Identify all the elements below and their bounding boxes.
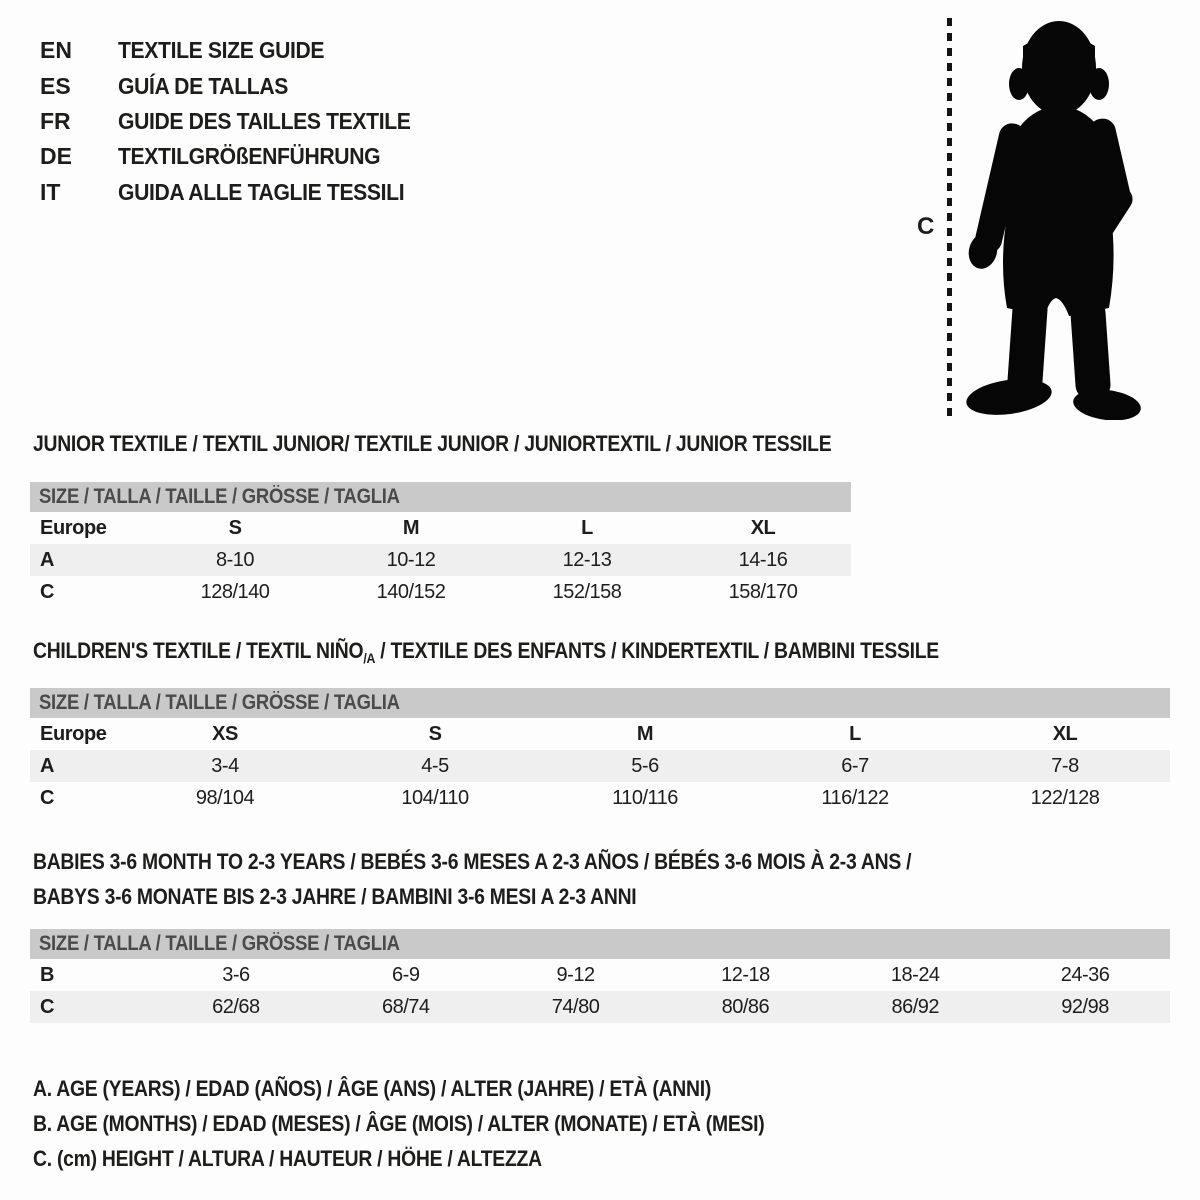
- language-row-it: [40, 175, 436, 210]
- measure-legend: [33, 1071, 864, 1177]
- table-row: Europe S M L XL: [40, 516, 776, 539]
- language-title: GUIDA ALLE TAGLIE TESSILI: [118, 178, 405, 205]
- language-code: FR: [40, 107, 71, 134]
- table-row: C 98/104 104/110 110/116 116/122 122/128: [40, 786, 1100, 809]
- language-code: DE: [40, 143, 72, 170]
- table-row: A 8-10 10-12 12-13 14-16: [30, 544, 851, 576]
- babies-size-table: [30, 929, 1170, 1023]
- language-code: IT: [40, 178, 61, 205]
- children-section-title: CHILDREN'S TEXTILE / TEXTIL $NIÑO_{/A}$ / TEXTILE DES ENFANTS / KINDERTEXTIL / BAMBINI TESSILE: [33, 638, 939, 666]
- children-size-table: [30, 688, 1170, 814]
- legend-age-years: A. AGE (YEARS) / EDAD (AÑOS) / ÂGE (ANS) / ALTER (JAHRE) / ETÀ (ANNI): [33, 1075, 712, 1101]
- height-measure-label: C: [917, 213, 935, 240]
- language-title: GUÍA DE TALLAS: [118, 72, 288, 99]
- language-code: EN: [40, 37, 72, 64]
- junior-size-table: [30, 482, 851, 608]
- legend-age-months: B. AGE (MONTHS) / EDAD (MESES) / ÂGE (MOIS) / ALTER (MONATE) / ETÀ (MESI): [33, 1111, 765, 1137]
- language-row-en: [40, 33, 436, 68]
- nino-a-subscript: /A: [363, 650, 376, 666]
- language-title-list: [40, 33, 436, 210]
- legend-height-cm: C. (cm) HEIGHT / ALTURA / HAUTEUR / HÖHE / ALTEZZA: [33, 1146, 542, 1172]
- size-header-band: SIZE / TALLA / TAILLE / GRÖSSE / TAGLIA: [30, 482, 851, 512]
- language-row-fr: [40, 104, 436, 139]
- babies-section-title-line1: BABIES 3-6 MONTH TO 2-3 YEARS / BEBÉS 3-6 MESES A 2-3 AÑOS / BÉBÉS 3-6 MOIS À 2-3 ANS /: [33, 849, 912, 874]
- language-title: GUIDE DES TAILLES TEXTILE: [118, 107, 411, 134]
- table-row: C 62/68 68/74 74/80 80/86 86/92 92/98: [30, 991, 1170, 1023]
- language-code: ES: [40, 72, 71, 99]
- size-header-band: SIZE / TALLA / TAILLE / GRÖSSE / TAGLIA: [30, 688, 1170, 718]
- table-row: Europe XS S M L XL: [40, 722, 1078, 745]
- junior-section-title: JUNIOR TEXTILE / TEXTIL JUNIOR/ TEXTILE JUNIOR / JUNIORTEXTIL / JUNIOR TESSILE: [33, 431, 832, 456]
- language-title: TEXTILE SIZE GUIDE: [118, 37, 325, 64]
- toddler-silhouette-icon: [963, 16, 1149, 420]
- height-dashed-line: [947, 18, 952, 416]
- language-title: TEXTILGRÖßENFÜHRUNG: [118, 143, 381, 170]
- height-measure-figure: [900, 0, 1200, 430]
- table-row: C 128/140 140/152 152/158 158/170: [40, 580, 798, 603]
- babies-section-title-line2: BABYS 3-6 MONATE BIS 2-3 JAHRE / BAMBINI 3-6 MESI A 2-3 ANNI: [33, 884, 637, 909]
- table-row: B 3-6 6-9 9-12 12-18 18-24 24-36: [40, 963, 1110, 986]
- table-row: A 3-4 4-5 5-6 6-7 7-8: [30, 750, 1170, 782]
- size-header-band: SIZE / TALLA / TAILLE / GRÖSSE / TAGLIA: [30, 929, 1170, 959]
- language-row-de: [40, 139, 436, 174]
- language-row-es: [40, 68, 436, 103]
